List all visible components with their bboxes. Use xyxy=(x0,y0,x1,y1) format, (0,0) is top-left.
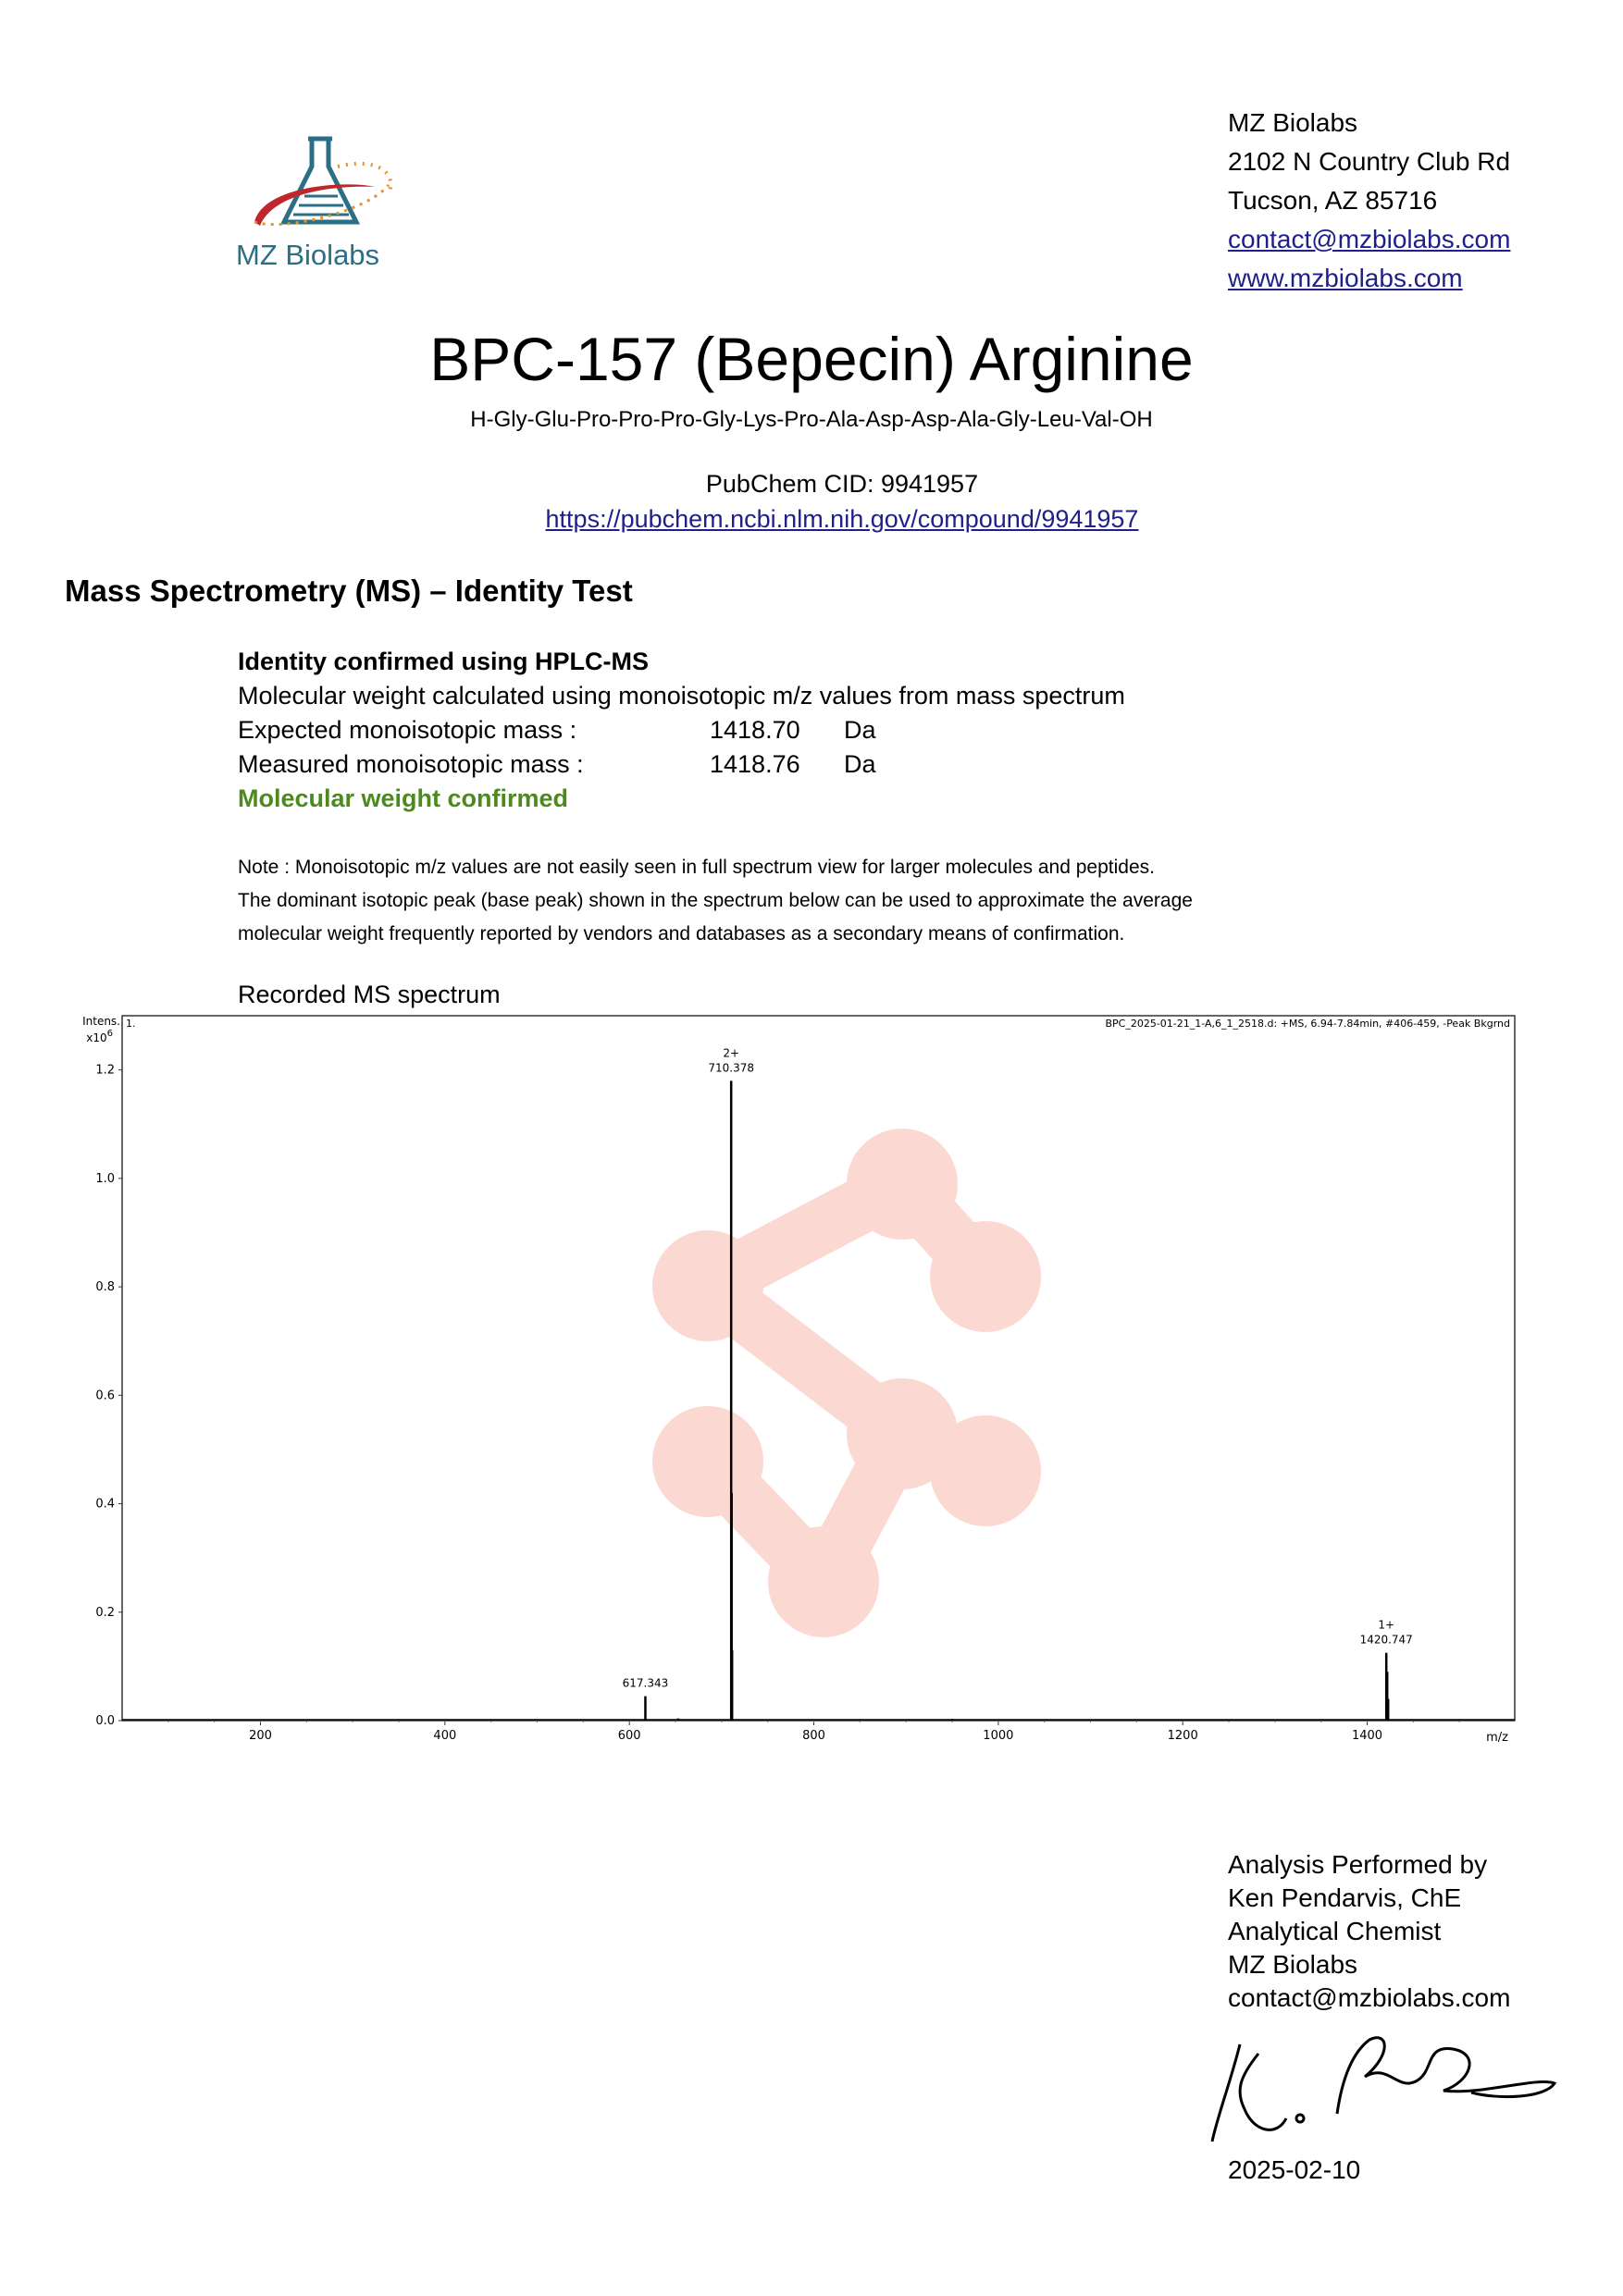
watermark-node xyxy=(652,1230,763,1341)
identity-block xyxy=(238,645,1125,816)
watermark-node xyxy=(652,1406,763,1517)
signature-image xyxy=(1203,2026,1573,2155)
analyst-name: Ken Pendarvis, ChE xyxy=(1228,1883,1462,1912)
peak-mz-label: 1420.747 xyxy=(1359,1633,1413,1647)
note-block xyxy=(238,851,1193,951)
analysis-date: 2025-02-10 xyxy=(1228,2155,1361,2184)
watermark-node xyxy=(930,1415,1041,1526)
ms-spectrum-chart xyxy=(56,1008,1527,1748)
measured-mass-value: 1418.76 xyxy=(710,750,800,778)
y-tick-label: 1.0 xyxy=(95,1171,115,1186)
expected-mass-row xyxy=(238,713,1125,747)
website-link[interactable]: www.mzbiolabs.com xyxy=(1228,264,1463,292)
expected-mass-label: Expected monoisotopic mass : xyxy=(238,716,577,744)
watermark-node xyxy=(768,1526,879,1637)
chart-header-right: BPC_2025-01-21_1-A,6_1_2518.d: +MS, 6.94-7.84min, #406-459, -Peak Bkgrnd xyxy=(1105,1018,1510,1030)
x-tick-label: 200 xyxy=(249,1729,272,1743)
note-line3: molecular weight frequently reported by vendors and databases as a secondary means of confirmation. xyxy=(238,923,1125,944)
y-axis-label: Intens. xyxy=(82,1015,120,1028)
pubchem-link[interactable]: https://pubchem.ncbi.nlm.nih.gov/compound/9941957 xyxy=(545,505,1139,533)
y-axis-scale xyxy=(86,1029,113,1044)
analyst-title: Analytical Chemist xyxy=(1228,1917,1442,1945)
note-line2: The dominant isotopic peak (base peak) shown in the spectrum below can be used to approximate the average xyxy=(238,890,1193,911)
watermark-node xyxy=(930,1221,1041,1332)
peak-annotations xyxy=(623,1046,1413,1689)
x-tick-label: 1000 xyxy=(983,1729,1014,1743)
x-axis-label: m/z xyxy=(1486,1731,1508,1745)
peak-charge-label: 1+ xyxy=(1378,1618,1395,1632)
measured-mass-row xyxy=(238,747,1125,782)
measured-mass-unit: Da xyxy=(844,750,876,778)
x-tick-label: 1200 xyxy=(1167,1729,1198,1743)
y-tick-label: 1.2 xyxy=(95,1063,115,1078)
pubchem-cid: PubChem CID: 9941957 xyxy=(705,470,979,498)
peak-charge-label: 2+ xyxy=(723,1046,740,1060)
peak-mz-label: 710.378 xyxy=(708,1061,755,1075)
peak-mz-label: 617.343 xyxy=(622,1676,669,1690)
y-tick-label: 0.4 xyxy=(95,1497,115,1512)
address-line1: 2102 N Country Club Rd xyxy=(1228,147,1511,176)
note-line1: Note : Monoisotopic m/z values are not easily seen in full spectrum view for larger molecules and peptides. xyxy=(238,857,1155,878)
chart-header-left: 1. xyxy=(126,1018,136,1030)
watermark-logo xyxy=(652,1129,1041,1637)
analysis-line1: Analysis Performed by xyxy=(1228,1850,1488,1879)
y-tick-label: 0.0 xyxy=(95,1714,115,1728)
x-tick-label: 600 xyxy=(617,1729,641,1743)
y-axis-scale-base: x10 xyxy=(86,1031,107,1044)
y-tick-label: 0.2 xyxy=(95,1605,115,1620)
y-tick-label: 0.8 xyxy=(95,1280,115,1295)
logo-text: MZ Biolabs xyxy=(236,239,380,271)
axis-ticks xyxy=(95,1064,1459,1743)
x-tick-label: 800 xyxy=(802,1729,825,1743)
x-tick-label: 400 xyxy=(433,1729,457,1743)
expected-mass-value: 1418.70 xyxy=(710,716,800,744)
watermark-node xyxy=(847,1129,958,1240)
product-title: BPC-157 (Bepecin) Arginine xyxy=(429,325,1194,393)
address-line2: Tucson, AZ 85716 xyxy=(1228,186,1438,215)
identity-result: Molecular weight confirmed xyxy=(238,784,569,812)
company-address xyxy=(1228,104,1510,298)
company-name: MZ Biolabs xyxy=(1228,108,1358,137)
identity-method: Molecular weight calculated using monoisotopic m/z values from mass spectrum xyxy=(238,682,1125,710)
analyst-company: MZ Biolabs xyxy=(1228,1950,1358,1979)
analysis-block xyxy=(1228,1848,1510,2015)
x-tick-label: 1400 xyxy=(1351,1729,1383,1743)
spectrum-label: Recorded MS spectrum xyxy=(238,981,501,1008)
y-axis-scale-exp: 6 xyxy=(106,1029,113,1039)
email-link[interactable]: contact@mzbiolabs.com xyxy=(1228,225,1511,253)
identity-heading: Identity confirmed using HPLC-MS xyxy=(238,648,650,675)
y-tick-label: 0.6 xyxy=(95,1389,115,1403)
expected-mass-unit: Da xyxy=(844,716,876,744)
pubchem-link-row xyxy=(0,505,1623,534)
section-title: Mass Spectrometry (MS) – Identity Test xyxy=(65,574,633,608)
measured-mass-label: Measured monoisotopic mass : xyxy=(238,750,584,778)
analyst-email: contact@mzbiolabs.com xyxy=(1228,1983,1511,2012)
peptide-sequence: H-Gly-Glu-Pro-Pro-Pro-Gly-Lys-Pro-Ala-Asp-Asp-Ala-Gly-Leu-Val-OH xyxy=(470,407,1153,432)
